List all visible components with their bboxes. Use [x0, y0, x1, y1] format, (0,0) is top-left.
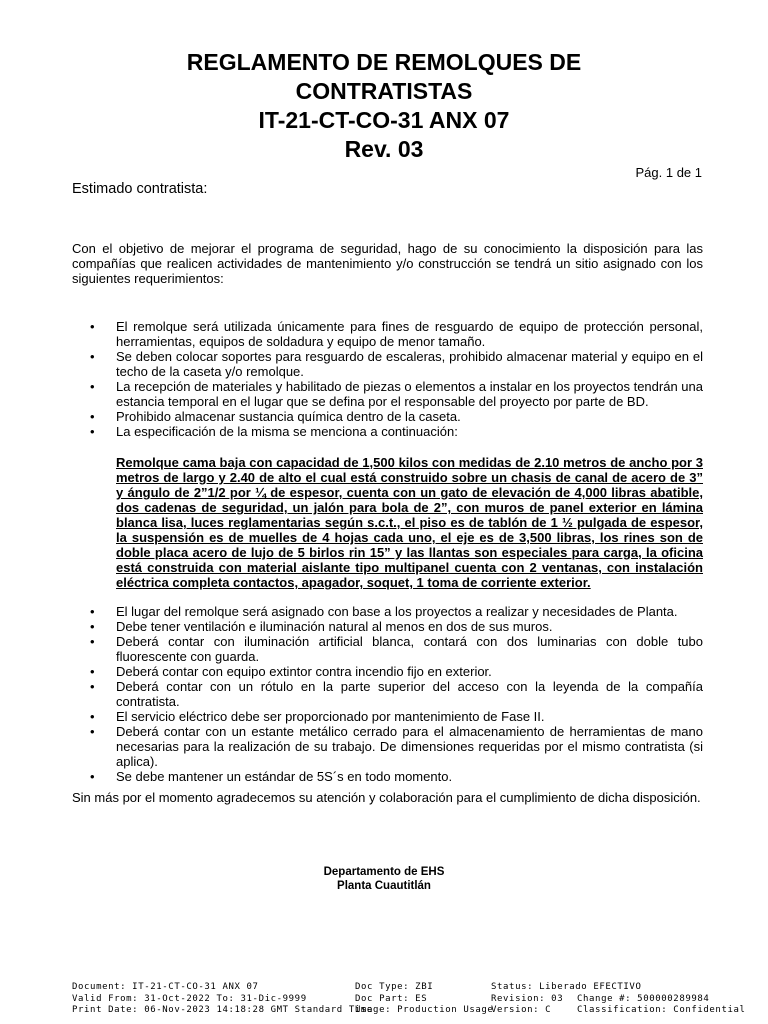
footer-line: Valid From: 31-Oct-2022 To: 31-Dic-9999: [72, 993, 307, 1004]
footer-doc-type: [355, 982, 493, 1017]
signature-block: [0, 865, 768, 893]
list-item: [72, 409, 703, 424]
list-item: [72, 619, 703, 634]
bullet: •: [90, 379, 95, 394]
list-item: [72, 664, 703, 679]
footer-line: Version: C: [491, 1005, 552, 1015]
document-code: IT-21-CT-CO-31 ANX 07: [258, 107, 510, 133]
bullet: •: [90, 409, 95, 424]
footer-line: Status: Liberado EFECTIVO: [491, 982, 642, 992]
list-item-text: Prohibido almacenar sustancia química dentro de la caseta.: [116, 409, 461, 424]
footer-line: Revision: 03: [491, 993, 564, 1004]
list-item-text: El remolque será utilizada únicamente para fines de resguardo de equipo de protección personal, herramientas, equipos de soldadura y equipo de menor tamaño.: [116, 319, 703, 349]
footer-line: Change #: 500000289984: [577, 993, 710, 1004]
list-item-text: Se debe mantener un estándar de 5S´s en todo momento.: [116, 769, 453, 784]
title-line: CONTRATISTAS: [295, 78, 473, 104]
footer-line: Doc Part: ES: [355, 993, 428, 1004]
document-title: [0, 48, 768, 164]
footer-line: Doc Type: ZBI: [355, 982, 434, 992]
department-name: Departamento de EHS: [323, 866, 445, 878]
list-item-text: La recepción de materiales y habilitado de piezas o elementos a instalar en los proyectos tendrán una estancia temporal en el lugar que se defina por el responsable del proyecto por parte de BD.: [116, 379, 703, 409]
list-item: [72, 349, 703, 379]
bullet: •: [90, 724, 95, 739]
list-item: [72, 379, 703, 409]
footer-line: [577, 982, 746, 994]
closing-paragraph: Sin más por el momento agradecemos su atención y colaboración para el cumplimiento de dicha disposición.: [72, 790, 701, 805]
list-item-text: Deberá contar con un rótulo en la parte superior del acceso con la leyenda de la compañía contratista.: [116, 679, 703, 709]
list-item-text: Se deben colocar soportes para resguardo de escaleras, prohibido almacenar material y equipo en el techo de la caseta y/o remolque.: [116, 349, 703, 379]
list-item-text: El lugar del remolque será asignado con base a los proyectos a realizar y necesidades de Planta.: [116, 604, 678, 619]
list-item: [72, 634, 703, 664]
list-item-text: Deberá contar con un estante metálico cerrado para el almacenamiento de herramientas de mano necesarias para la realización de su trabajo. De dimensiones requeridas por el mismo contratista (si aplica).: [116, 724, 703, 769]
list-item-text: Deberá contar con iluminación artificial blanca, contará con dos luminarias con doble tubo fluorescente con guarda.: [116, 634, 703, 664]
footer-line: Print Date: 06-Nov-2023 14:18:28 GMT Standard Time: [72, 1005, 373, 1015]
title-line: REGLAMENTO DE REMOLQUES DE: [186, 49, 582, 75]
plant-name: Planta Cuautitlán: [337, 880, 431, 892]
list-item: [72, 724, 703, 769]
footer-line: Classification: Confidential: [577, 1005, 746, 1015]
intro-paragraph: Con el objetivo de mejorar el programa de seguridad, hago de su conocimiento la disposición para las compañías que realicen actividades de mantenimiento y/o construcción se tendrá un sitio asignado con los siguientes requerimientos:: [72, 241, 703, 286]
list-item-text: Deberá contar con equipo extintor contra incendio fijo en exterior.: [116, 664, 492, 679]
list-item: [72, 769, 703, 784]
revision: Rev. 03: [344, 136, 424, 162]
bullet: •: [90, 769, 95, 784]
greeting: Estimado contratista:: [72, 181, 208, 197]
list-item-text: La especificación de la misma se menciona a continuación:: [116, 424, 458, 439]
trailer-specification: Remolque cama baja con capacidad de 1,500 kilos con medidas de 2.10 metros de ancho por 3 metros de largo y 2.40 de alto el cual está construido sobre un chasis de canal de acero de 3” y ángulo de 2”1/2 por ¼ de espesor, cuenta con un gato de elevación de 4,000 libras abatible, dos cadenas de seguridad, un jalón para bola de 2”, con muros de panel exterior en lámina blanca lisa, luces reglamentarias según s.c.t., el piso es de tablón de 1 ½ pulgada de espesor, la suspensión es de muelles de 4 hojas cada uno, el eje es de 3,500 libras, los rines son de doble placa acero de lujo de 5 birlos rin 15” y las llantas son especiales para carga, la oficina está construida con material aislante tipo multipanel cuenta con 2 ventanas, con instalación eléctrica completa contactos, apagador, soquet, 1 toma de corriente exterior.: [116, 455, 703, 590]
requirements-list: [72, 319, 703, 439]
list-item: [72, 604, 703, 619]
bullet: •: [90, 619, 95, 634]
bullet: •: [90, 424, 95, 439]
footer-line: Usage: Production Usage: [355, 1005, 494, 1015]
footer-document-info: [72, 982, 373, 1017]
bullet: •: [90, 679, 95, 694]
list-item: [72, 709, 703, 724]
bullet: •: [90, 709, 95, 724]
list-item: [72, 424, 703, 439]
list-item-text: El servicio eléctrico debe ser proporcionado por mantenimiento de Fase II.: [116, 709, 545, 724]
bullet: •: [90, 319, 95, 334]
footer-line: Document: IT-21-CT-CO-31 ANX 07: [72, 982, 259, 992]
list-item: [72, 679, 703, 709]
page-number: Pág. 1 de 1: [635, 165, 702, 180]
bullet: •: [90, 634, 95, 649]
bullet: •: [90, 604, 95, 619]
footer-change-info: [577, 982, 746, 1017]
list-item-text: Debe tener ventilación e iluminación natural al menos en dos de sus muros.: [116, 619, 553, 634]
bullet: •: [90, 349, 95, 364]
list-item: [72, 319, 703, 349]
document-footer: [0, 982, 768, 1022]
bullet: •: [90, 664, 95, 679]
location-requirements-list: [72, 604, 703, 784]
